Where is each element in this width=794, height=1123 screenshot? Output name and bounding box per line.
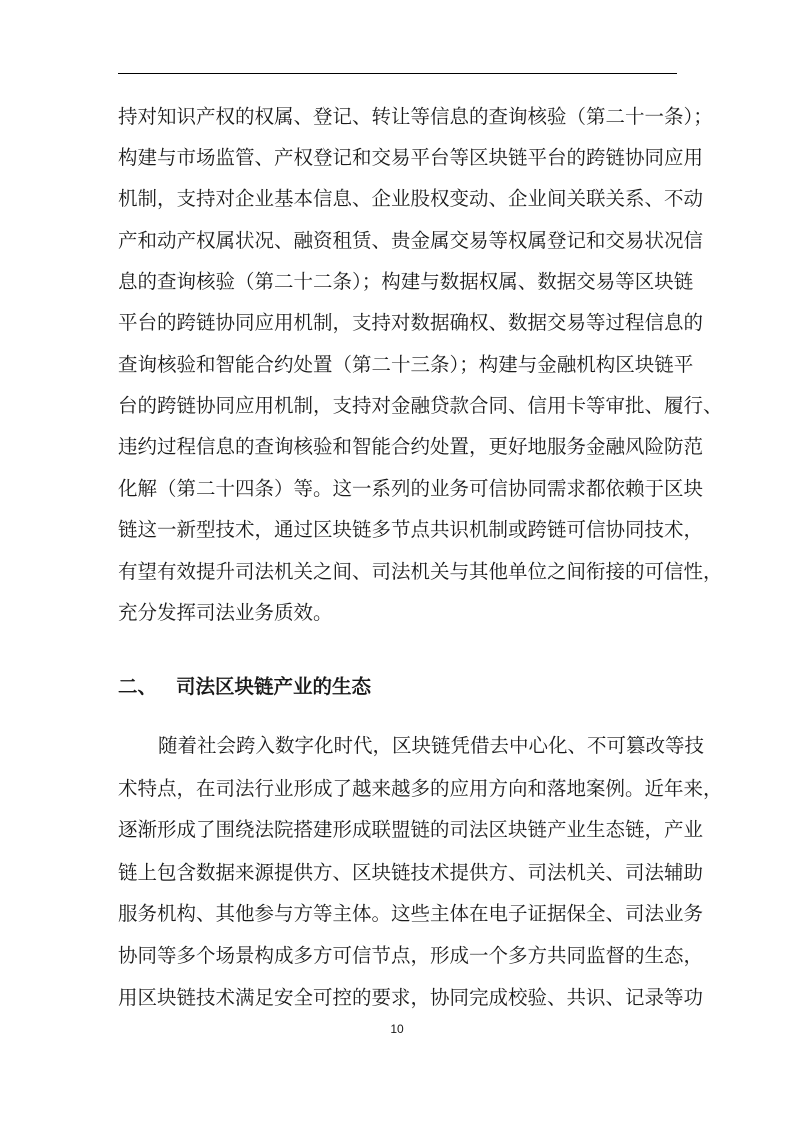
section-heading (118, 673, 371, 701)
text-line: 台的跨链协同应用机制，支持对金融贷款合同、信用卡等审批、履行、 (118, 394, 723, 417)
text-line: 协同等多个场景构成多方可信节点，形成一个多方共同监督的生态， (118, 944, 704, 967)
text-line: 充分发挥司法业务质效。 (118, 601, 333, 624)
text-line: 查询核验和智能合约处置（第二十三条）；构建与金融机构区块链平 (118, 353, 694, 376)
page-number: 10 (390, 1022, 404, 1036)
text-line: 服务机构、其他参与方等主体。这些主体在电子证据保全、司法业务 (118, 902, 704, 925)
text-line: 有望有效提升司法机关之间、司法机关与其他单位之间衔接的可信性， (118, 560, 723, 583)
header-rule (118, 73, 677, 74)
text-line: 用区块链技术满足安全可控的要求，协同完成校验、共识、记录等功 (118, 986, 704, 1009)
text-line: 链上包含数据来源提供方、区块链技术提供方、司法机关、司法辅助 (118, 861, 704, 884)
text-line: 息的查询核验（第二十二条）；构建与数据权属、数据交易等区块链 (118, 270, 694, 293)
text-line: 链这一新型技术，通过区块链多节点共识机制或跨链可信协同技术， (118, 518, 704, 541)
text-line: 逐渐形成了围绕法院搭建形成联盟链的司法区块链产业生态链，产业 (118, 818, 704, 841)
text-line: 构建与市场监管、产权登记和交易平台等区块链平台的跨链协同应用 (118, 146, 704, 169)
text-line: 化解（第二十四条）等。这一系列的业务可信协同需求都依赖于区块 (118, 477, 704, 500)
text-line: 违约过程信息的查询核验和智能合约处置，更好地服务金融风险防范 (118, 435, 704, 458)
text-line: 随着社会跨入数字化时代，区块链凭借去中心化、不可篡改等技 (158, 734, 705, 757)
section-number: 二、 (118, 675, 158, 698)
section-title: 司法区块链产业的生态 (176, 675, 372, 698)
text-line: 持对知识产权的权属、登记、转让等信息的查询核验（第二十一条）； (118, 105, 713, 128)
text-line: 平台的跨链协同应用机制，支持对数据确权、数据交易等过程信息的 (118, 311, 704, 334)
text-line: 术特点，在司法行业形成了越来越多的应用方向和落地案例。近年来， (118, 777, 723, 800)
text-line: 产和动产权属状况、融资租赁、贵金属交易等权属登记和交易状况信 (118, 229, 704, 252)
text-line: 机制，支持对企业基本信息、企业股权变动、企业间关联关系、不动 (118, 187, 704, 210)
